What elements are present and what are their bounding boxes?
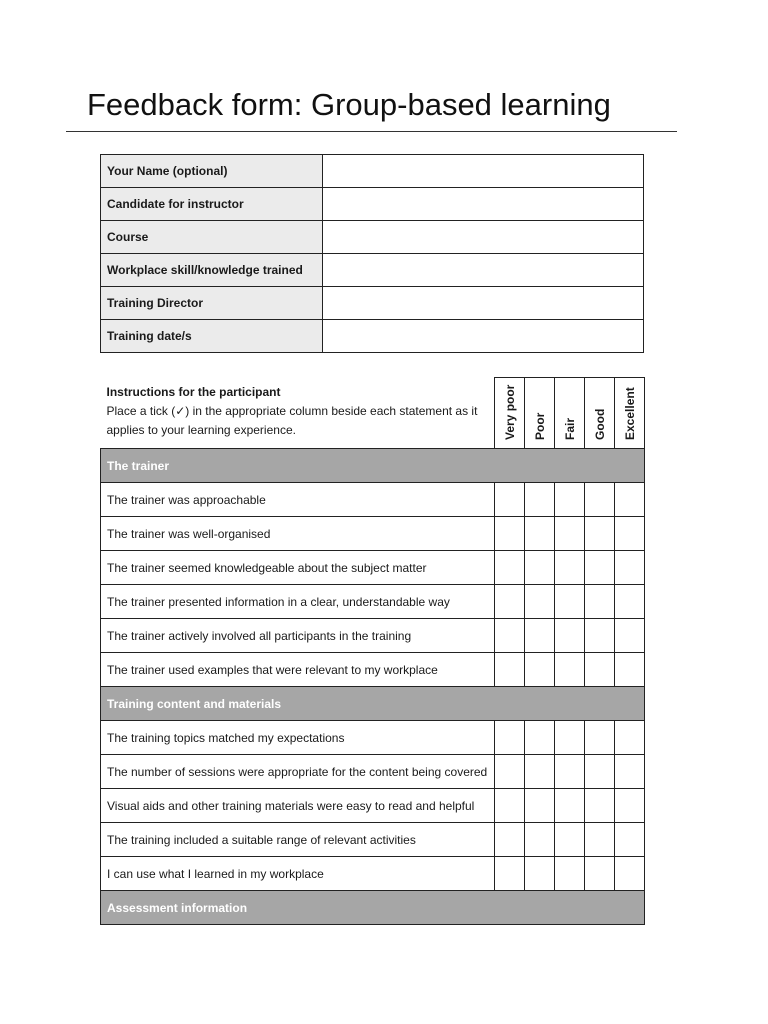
rating-checkbox[interactable] [495,551,525,585]
rating-checkbox[interactable] [615,789,645,823]
section-heading: Training content and materials [101,687,645,721]
rating-checkbox[interactable] [555,823,585,857]
section-header-row [101,891,645,925]
rating-checkbox[interactable] [495,789,525,823]
rating-label: Good [592,408,607,440]
details-row [101,155,644,188]
rating-header-very-poor [495,378,525,449]
rating-checkbox[interactable] [555,619,585,653]
rating-checkbox[interactable] [585,721,615,755]
candidate-field[interactable] [323,188,644,221]
rating-checkbox[interactable] [615,585,645,619]
statement-row [101,857,645,891]
feedback-header-row [101,378,645,449]
tick-icon: ✓ [175,404,186,418]
rating-label: Fair [562,417,577,440]
rating-checkbox[interactable] [495,721,525,755]
rating-checkbox[interactable] [525,517,555,551]
rating-checkbox[interactable] [585,789,615,823]
statement-row [101,517,645,551]
rating-checkbox[interactable] [495,653,525,687]
rating-checkbox[interactable] [615,653,645,687]
statement-text: Visual aids and other training materials were easy to read and helpful [101,789,495,823]
instructions-title: Instructions for the participant [106,385,281,399]
rating-checkbox[interactable] [555,585,585,619]
rating-label: Excellent [622,387,637,440]
rating-checkbox[interactable] [585,823,615,857]
rating-checkbox[interactable] [585,483,615,517]
rating-checkbox[interactable] [585,585,615,619]
statement-row [101,483,645,517]
details-label: Your Name (optional) [101,155,323,188]
statement-row [101,789,645,823]
rating-checkbox[interactable] [495,619,525,653]
rating-checkbox[interactable] [615,823,645,857]
rating-checkbox[interactable] [495,857,525,891]
rating-checkbox[interactable] [555,517,585,551]
rating-checkbox[interactable] [585,517,615,551]
rating-checkbox[interactable] [525,755,555,789]
name-field[interactable] [323,155,644,188]
rating-checkbox[interactable] [615,755,645,789]
rating-checkbox[interactable] [525,823,555,857]
rating-checkbox[interactable] [585,755,615,789]
statement-text: The trainer actively involved all participants in the training [101,619,495,653]
rating-checkbox[interactable] [525,653,555,687]
details-row [101,320,644,353]
participant-details-table [100,154,644,353]
instructions-text-start: Place a tick ( [106,404,176,418]
rating-checkbox[interactable] [585,857,615,891]
instructions-text [107,402,489,440]
rating-checkbox[interactable] [615,619,645,653]
rating-checkbox[interactable] [585,619,615,653]
details-row [101,287,644,320]
statement-text: The training included a suitable range of relevant activities [101,823,495,857]
details-label: Training date/s [101,320,323,353]
rating-checkbox[interactable] [615,721,645,755]
statement-row [101,721,645,755]
title-divider [66,131,677,132]
rating-checkbox[interactable] [585,551,615,585]
statement-row [101,823,645,857]
details-row [101,254,644,287]
rating-checkbox[interactable] [555,857,585,891]
rating-header-poor [525,378,555,449]
rating-checkbox[interactable] [525,619,555,653]
rating-checkbox[interactable] [525,585,555,619]
rating-checkbox[interactable] [525,551,555,585]
feedback-table [100,377,645,925]
rating-checkbox[interactable] [555,483,585,517]
rating-checkbox[interactable] [615,857,645,891]
skill-field[interactable] [323,254,644,287]
rating-header-fair [555,378,585,449]
rating-checkbox[interactable] [525,789,555,823]
rating-checkbox[interactable] [585,653,615,687]
rating-checkbox[interactable] [555,755,585,789]
section-header-row [101,449,645,483]
statement-text: The training topics matched my expectations [101,721,495,755]
statement-row [101,755,645,789]
instructions-text-end: ) in the appropriate column beside each statement as it applies to your learning experience. [106,404,478,437]
rating-checkbox[interactable] [495,517,525,551]
rating-checkbox[interactable] [495,755,525,789]
statement-row [101,619,645,653]
statement-row [101,653,645,687]
statement-text: The trainer used examples that were relevant to my workplace [101,653,495,687]
rating-checkbox[interactable] [615,483,645,517]
date-field[interactable] [323,320,644,353]
details-label: Candidate for instructor [101,188,323,221]
details-row [101,188,644,221]
details-label: Training Director [101,287,323,320]
rating-checkbox[interactable] [525,721,555,755]
rating-header-good [585,378,615,449]
rating-checkbox[interactable] [615,551,645,585]
rating-checkbox[interactable] [555,551,585,585]
rating-checkbox[interactable] [495,483,525,517]
statement-row [101,585,645,619]
rating-header-excellent [615,378,645,449]
section-heading: Assessment information [101,891,645,925]
details-label: Course [101,221,323,254]
section-heading: The trainer [101,449,645,483]
form-title: Feedback form: Group-based learning [87,87,611,122]
rating-label: Poor [532,412,547,440]
rating-checkbox[interactable] [555,653,585,687]
director-field[interactable] [323,287,644,320]
statement-text: The trainer seemed knowledgeable about the subject matter [101,551,495,585]
statement-row [101,551,645,585]
section-header-row [101,687,645,721]
rating-checkbox[interactable] [525,483,555,517]
details-row [101,221,644,254]
statement-text: The trainer presented information in a clear, understandable way [101,585,495,619]
statement-text: I can use what I learned in my workplace [101,857,495,891]
rating-checkbox[interactable] [495,585,525,619]
instructions-cell [101,378,495,449]
rating-checkbox[interactable] [555,721,585,755]
rating-checkbox[interactable] [495,823,525,857]
statement-text: The trainer was well-organised [101,517,495,551]
details-label: Workplace skill/knowledge trained [101,254,323,287]
statement-text: The trainer was approachable [101,483,495,517]
rating-checkbox[interactable] [555,789,585,823]
rating-checkbox[interactable] [615,517,645,551]
rating-checkbox[interactable] [525,857,555,891]
statement-text: The number of sessions were appropriate for the content being covered [101,755,495,789]
course-field[interactable] [323,221,644,254]
rating-label: Very poor [502,384,517,440]
